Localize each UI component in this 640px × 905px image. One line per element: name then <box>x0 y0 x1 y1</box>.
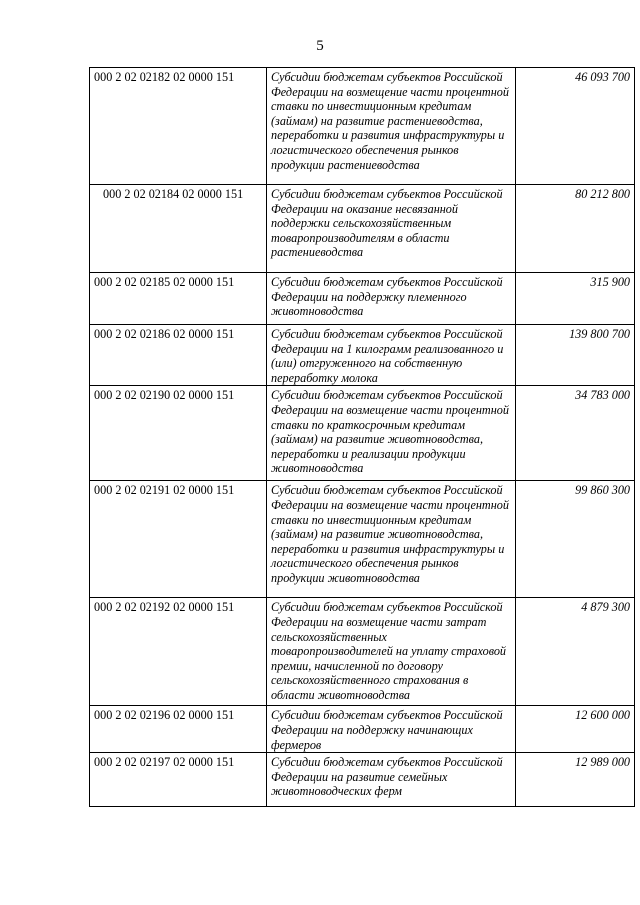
subsidy-amount: 12 989 000 <box>516 753 635 807</box>
budget-code: 000 2 02 02186 02 0000 151 <box>90 325 267 386</box>
budget-table <box>89 67 635 807</box>
budget-code: 000 2 02 02197 02 0000 151 <box>90 753 267 807</box>
subsidy-amount: 315 900 <box>516 273 635 325</box>
subsidy-amount: 99 860 300 <box>516 481 635 598</box>
table-row <box>90 386 635 481</box>
subsidy-description: Субсидии бюджетам субъектов Российской Федерации на оказание несвязанной поддержки сельскохозяйственным товаропроизводителям в области растениеводства <box>267 185 516 273</box>
budget-code: 000 2 02 02196 02 0000 151 <box>90 706 267 753</box>
subsidy-description: Субсидии бюджетам субъектов Российской Федерации на возмещение части процентной ставки по инвестиционным кредитам (займам) на развитие растениеводства, переработки и развития инфраструктуры и логистического обеспечения рынков продукции растениеводства <box>267 68 516 185</box>
subsidy-description: Субсидии бюджетам субъектов Российской Федерации на развитие семейных животноводческих ферм <box>267 753 516 807</box>
subsidy-description: Субсидии бюджетам субъектов Российской Федерации на поддержку племенного животноводства <box>267 273 516 325</box>
subsidy-description: Субсидии бюджетам субъектов Российской Федерации на возмещение части процентной ставки по инвестиционным кредитам (займам) на развитие животноводства, переработки и развития инфраструктуры и логистического обеспечения рынков продукции животноводства <box>267 481 516 598</box>
budget-code: 000 2 02 02185 02 0000 151 <box>90 273 267 325</box>
budget-code: 000 2 02 02184 02 0000 151 <box>90 185 267 273</box>
budget-code: 000 2 02 02192 02 0000 151 <box>90 598 267 706</box>
table-row <box>90 273 635 325</box>
subsidy-description: Субсидии бюджетам субъектов Российской Федерации на возмещение части затрат сельскохозяйственных товаропроизводителей на уплату страховой премии, начисленной по договору сельскохозяйственного страхования в области животноводства <box>267 598 516 706</box>
subsidy-amount: 4 879 300 <box>516 598 635 706</box>
table-row <box>90 481 635 598</box>
budget-code: 000 2 02 02182 02 0000 151 <box>90 68 267 185</box>
table-row <box>90 325 635 386</box>
subsidy-amount: 139 800 700 <box>516 325 635 386</box>
subsidy-amount: 80 212 800 <box>516 185 635 273</box>
table-row <box>90 598 635 706</box>
budget-code: 000 2 02 02191 02 0000 151 <box>90 481 267 598</box>
table-row <box>90 185 635 273</box>
subsidy-description: Субсидии бюджетам субъектов Российской Федерации на 1 килограмм реализованного и (или) отгруженного на собственную переработку молока <box>267 325 516 386</box>
budget-code: 000 2 02 02190 02 0000 151 <box>90 386 267 481</box>
subsidy-amount: 46 093 700 <box>516 68 635 185</box>
subsidy-amount: 34 783 000 <box>516 386 635 481</box>
subsidy-description: Субсидии бюджетам субъектов Российской Федерации на поддержку начинающих фермеров <box>267 706 516 753</box>
subsidy-amount: 12 600 000 <box>516 706 635 753</box>
table-row <box>90 706 635 753</box>
subsidy-description: Субсидии бюджетам субъектов Российской Федерации на возмещение части процентной ставки по краткосрочным кредитам (займам) на развитие животноводства, переработки и реализации продукции животноводства <box>267 386 516 481</box>
table-row <box>90 753 635 807</box>
table-row <box>90 68 635 185</box>
page-number: 5 <box>316 38 324 54</box>
